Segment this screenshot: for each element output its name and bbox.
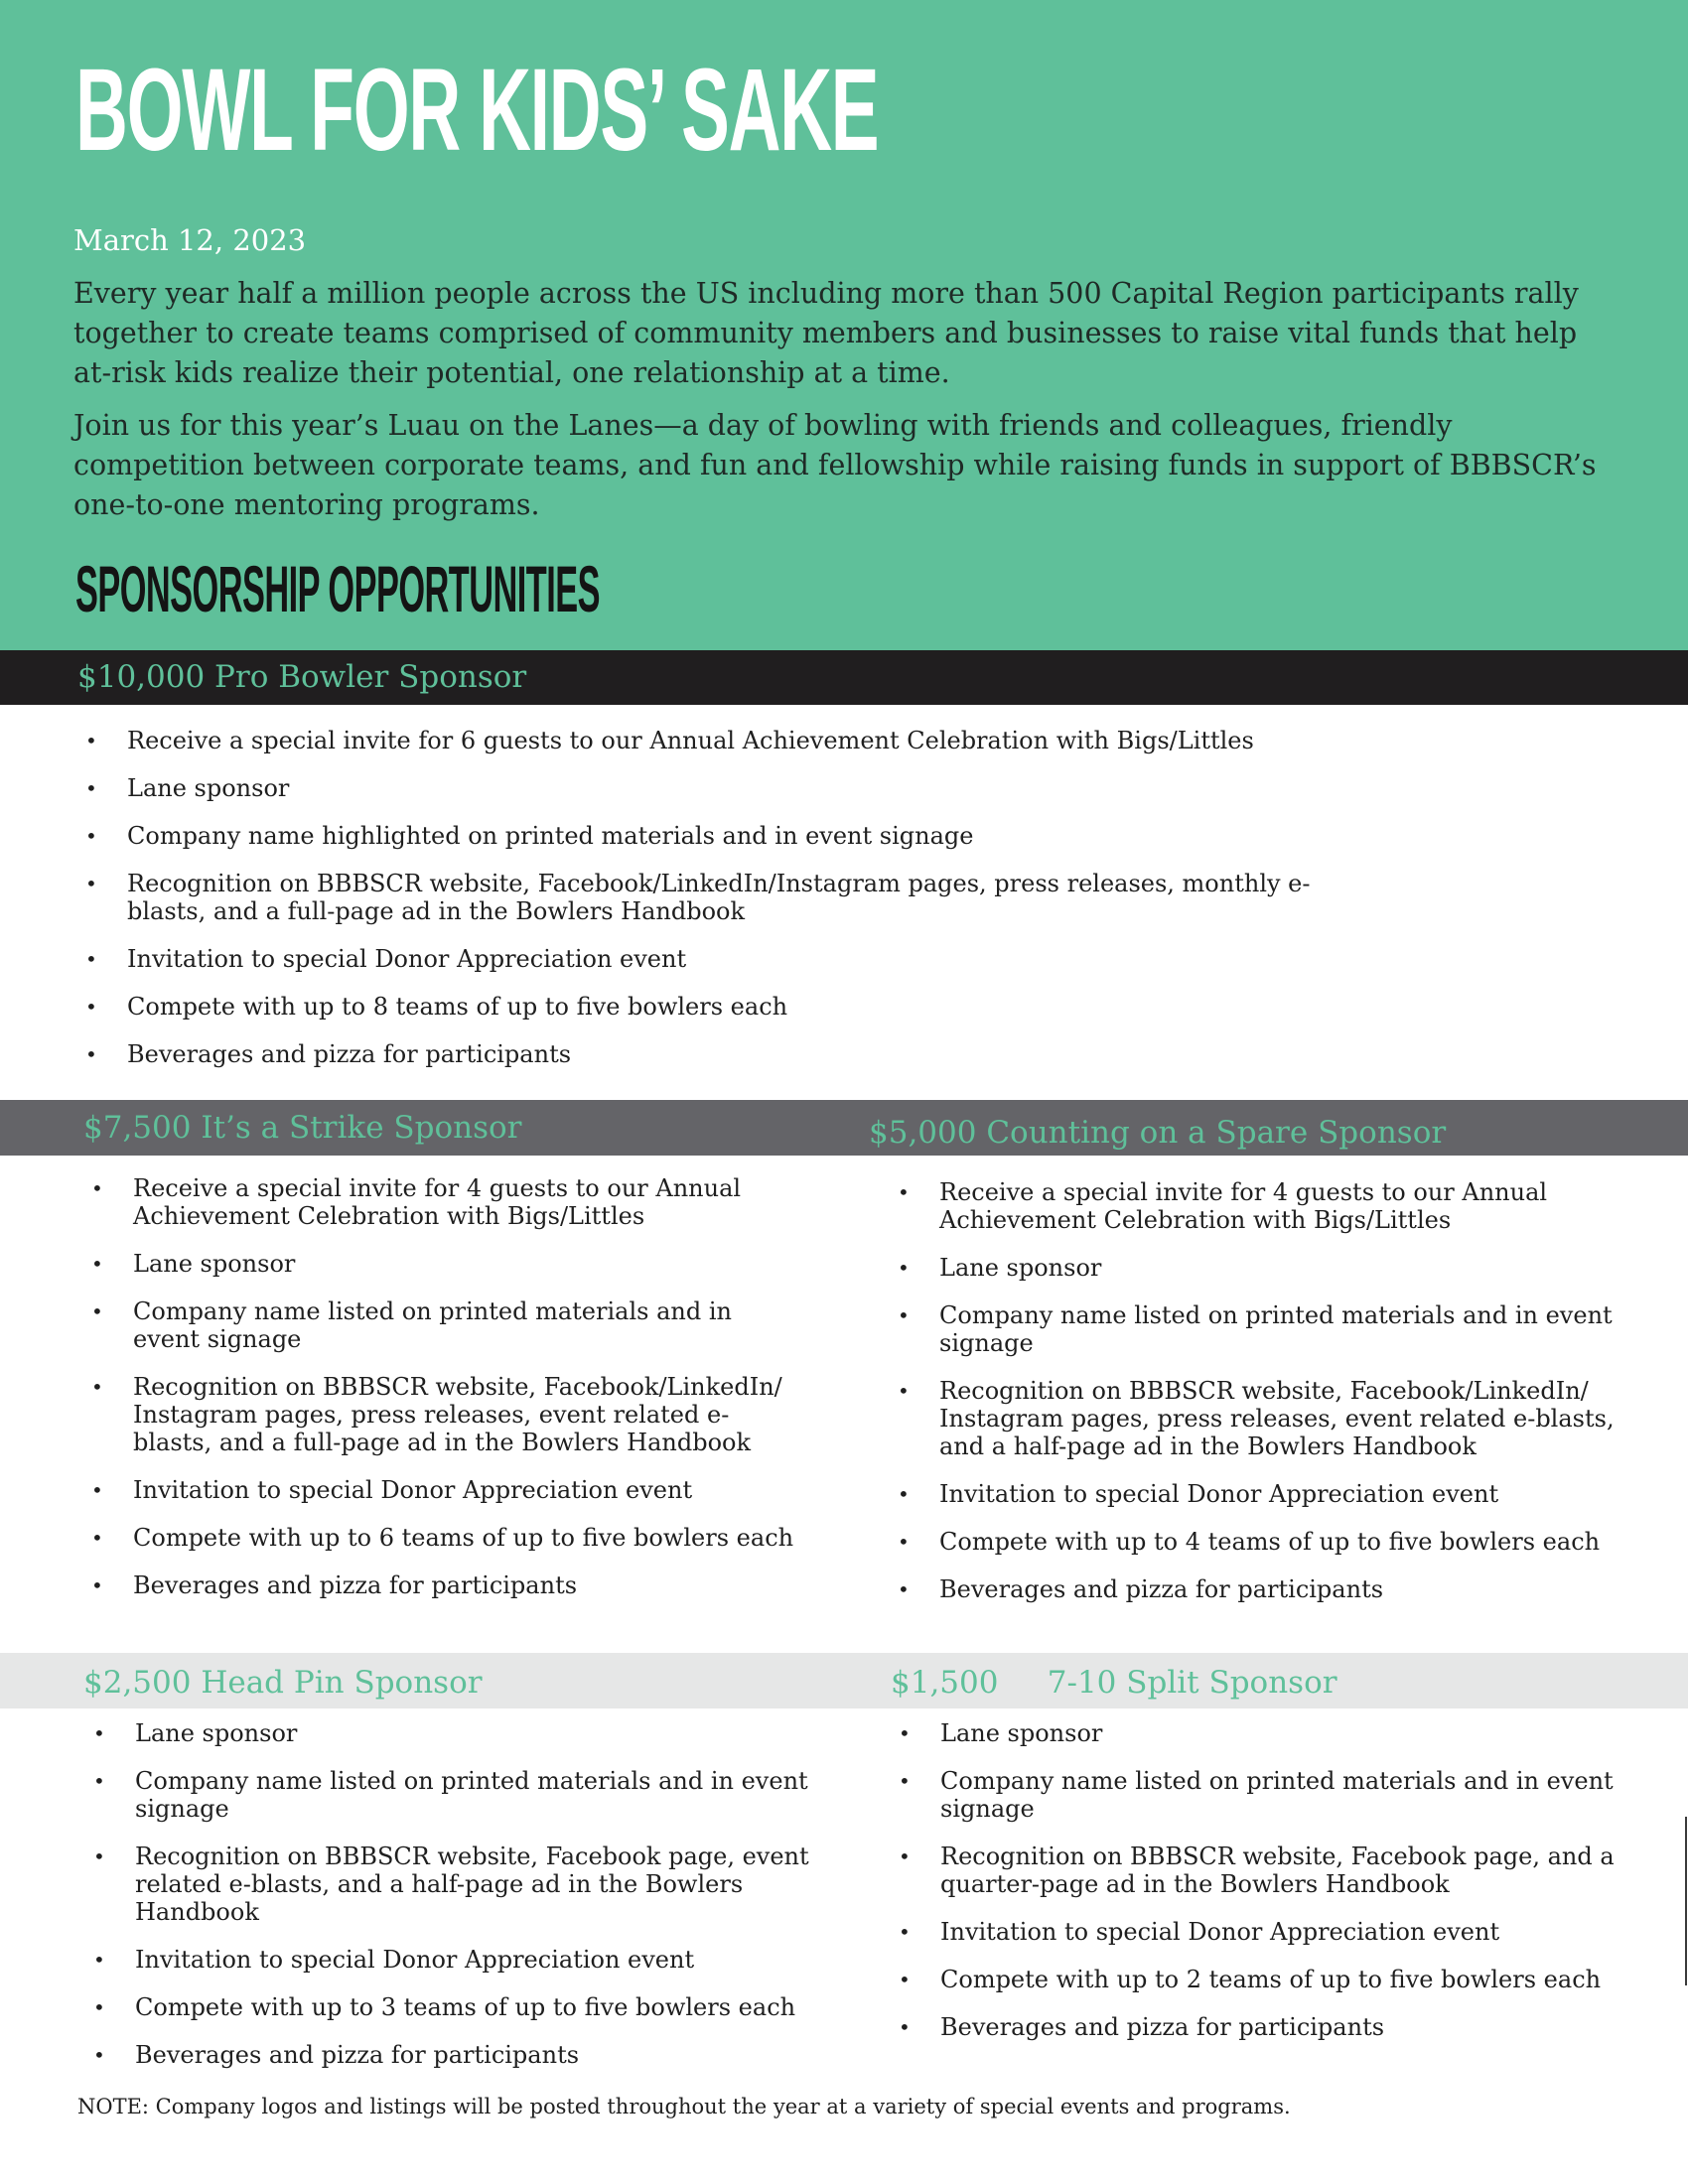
bullet-item: • Receive a special invite for 4 guests to our Annual Achievement Celebration with Bigs/Littles xyxy=(83,1174,798,1230)
bullet-item: • Invitation to special Donor Appreciation event xyxy=(85,1946,870,1974)
bullet-item: • Recognition on BBBSCR website, Facebook page, and a quarter-page ad in the Bowlers Handbook xyxy=(891,1843,1625,1898)
bullet-item: • Compete with up to 6 teams of up to five bowlers each xyxy=(83,1524,798,1552)
tier-list-pro-bowler xyxy=(77,727,1319,1088)
section-title: SPONSORSHIP OPPORTUNITIES xyxy=(75,552,600,625)
tier-title-head-pin: $2,500 Head Pin Sponsor xyxy=(83,1665,483,1701)
tier-title-strike: $7,500 It’s a Strike Sponsor xyxy=(83,1110,522,1146)
tier-title-pro-bowler: $10,000 Pro Bowler Sponsor xyxy=(77,659,527,695)
bullet-item: • Lane sponsor xyxy=(891,1719,1625,1747)
bullet-item: • Company name highlighted on printed materials and in event signage xyxy=(77,822,1319,850)
bullet-item: • Invitation to special Donor Appreciation event xyxy=(890,1480,1624,1508)
bullet-item: • Lane sponsor xyxy=(85,1719,870,1747)
bullet-item: • Lane sponsor xyxy=(77,774,1319,802)
bullet-item: • Invitation to special Donor Appreciation event xyxy=(891,1918,1625,1946)
bullet-item: • Beverages and pizza for participants xyxy=(85,2041,870,2069)
bullet-item: • Company name listed on printed materials and in event signage xyxy=(891,1767,1625,1823)
bullet-item: • Compete with up to 3 teams of up to five bowlers each xyxy=(85,1993,870,2021)
bullet-item: • Company name listed on printed materials and in event signage xyxy=(890,1301,1624,1357)
bullet-item: • Beverages and pizza for participants xyxy=(890,1575,1624,1603)
bullet-item: • Beverages and pizza for participants xyxy=(83,1571,798,1599)
bullet-item: • Recognition on BBBSCR website, Facebook/LinkedIn/ Instagram pages, press releases, event related e-blasts, and a half-page ad in the Bowlers Handbook xyxy=(890,1377,1624,1460)
bullet-item: • Company name listed on printed materials and in event signage xyxy=(85,1767,870,1823)
bullet-item: • Invitation to special Donor Appreciation event xyxy=(77,945,1319,973)
bullet-item: • Company name listed on printed materials and in event signage xyxy=(83,1297,798,1353)
bullet-item: • Compete with up to 8 teams of up to five bowlers each xyxy=(77,993,1319,1021)
intro-paragraph: Join us for this year’s Luau on the Lanes—a day of bowling with friends and colleagues, friendly competition between corporate teams, and fun and fellowship while raising funds in support of BBBSCR’s one-to-one mentoring programs. xyxy=(73,409,1597,521)
bullet-item: • Recognition on BBBSCR website, Facebook/LinkedIn/ Instagram pages, press releases, event related e-blasts, and a full-page ad in the Bowlers Handbook xyxy=(83,1373,798,1456)
bullet-item: • Compete with up to 4 teams of up to five bowlers each xyxy=(890,1528,1624,1556)
footer-note: NOTE: Company logos and listings will be posted throughout the year at a variety of special events and programs. xyxy=(77,2095,1291,2118)
tier-list-spare xyxy=(890,1178,1624,1623)
tier-list-head-pin xyxy=(85,1719,870,2089)
tier-title-split: $1,500 7-10 Split Sponsor xyxy=(891,1665,1337,1701)
bullet-item: • Recognition on BBBSCR website, Facebook page, event related e-blasts, and a half-page ad in the Bowlers Handbook xyxy=(85,1843,870,1926)
tier-title-spare: $5,000 Counting on a Spare Sponsor xyxy=(869,1115,1447,1151)
edge-divider xyxy=(1685,1817,1687,1985)
event-title: BOWL FOR KIDS’ SAKE xyxy=(75,45,879,176)
bullet-item: • Lane sponsor xyxy=(890,1254,1624,1282)
bullet-item: • Receive a special invite for 6 guests to our Annual Achievement Celebration with Bigs/Littles xyxy=(77,727,1319,754)
bullet-item: • Invitation to special Donor Appreciation event xyxy=(83,1476,798,1504)
bullet-item: • Recognition on BBBSCR website, Facebook/LinkedIn/Instagram pages, press releases, monthly e-blasts, and a full-page ad in the Bowlers Handbook xyxy=(77,870,1319,925)
tier-list-strike xyxy=(83,1174,798,1619)
bullet-item: • Lane sponsor xyxy=(83,1250,798,1278)
bullet-item: • Beverages and pizza for participants xyxy=(77,1040,1319,1068)
bullet-item: • Compete with up to 2 teams of up to five bowlers each xyxy=(891,1966,1625,1993)
bullet-item: • Receive a special invite for 4 guests to our Annual Achievement Celebration with Bigs/Littles xyxy=(890,1178,1624,1234)
tier-list-split xyxy=(891,1719,1625,2061)
intro-paragraph: Every year half a million people across the US including more than 500 Capital Region participants rally together to create teams comprised of community members and businesses to raise vital funds that help at-risk kids realize their potential, one relationship at a time. xyxy=(73,277,1579,389)
bullet-item: • Beverages and pizza for participants xyxy=(891,2013,1625,2041)
event-date: March 12, 2023 xyxy=(73,223,307,257)
